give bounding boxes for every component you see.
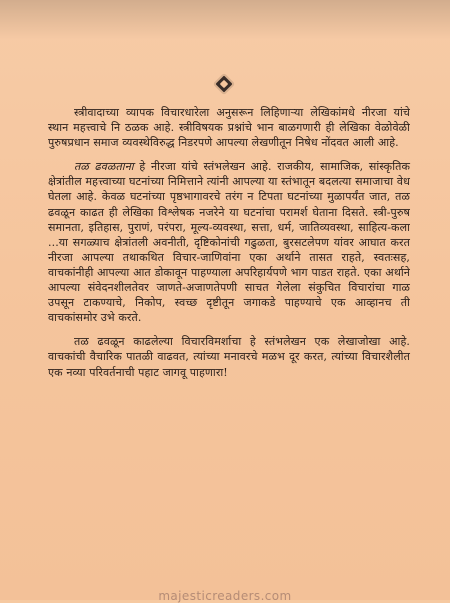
paragraph-3-text: तळ ढवळून काढलेल्या विचारविमर्शाचा हे स्तंभलेखन एक लेखाजोखा आहे. वाचकांची वैचारिक पातळी वाढवत, त्यांच्या मनावरचे मळभ दूर करत, त्यांच्या विचारशैलीत एक नव्या परिवर्तनाची पहाट जागवू पाहणारा!	[48, 335, 410, 379]
book-title-inline: तळ ढवळताना	[74, 160, 134, 174]
paragraph-1-text: स्त्रीवादाच्या व्यापक विचारधारेला अनुसरून लिहिणाऱ्या लेखिकांमधे नीरजा यांचे स्थान महत्त्वाचे नि ठळक आहे. स्त्रीविषयक प्रश्नांचे भान बाळगणारी ही लेखिका वेळोवेळी पुरुषप्रधान समाज व्यवस्थेविरुद्ध निडरपणे आपल्या लेखणीतून निषेध नोंदवत आली आहे.	[48, 106, 410, 150]
blurb-paragraph-1	[48, 105, 410, 150]
blurb-text-block	[48, 105, 410, 380]
watermark-text: majesticreaders.com	[158, 589, 292, 603]
paragraph-2-text: हे नीरजा यांचे स्तंभलेखन आहे. राजकीय, सामाजिक, सांस्कृतिक क्षेत्रांतील महत्त्वाच्या घटनांच्या निमित्ताने त्यांनी आपल्या या स्तंभातून बदलत्या समाजाचा वेध घेतला आहे. केवळ घटनांच्या पृष्ठभागावरचे तरंग न टिपता घटनांच्या मुळापर्यंत जात, तळ ढवळून काढत ही लेखिका विश्लेषक नजरेने या घटनांचा परामर्श घेताना दिसते. स्त्री-पुरुष समानता, इतिहास, पुराणं, परंपरा, मूल्य-व्यवस्था, सत्ता, धर्म, जातिव्यवस्था, साहित्य-कला ...या सगळ्याच क्षेत्रांतली अवनीती, दृष्टिकोनांची गढुळता, बुरसटलेपण यांवर आघात करत नीरजा आपल्या तथाकथित विचार-जाणिवांना एका अर्थाने तासत राहते, स्वतःसह, वाचकांनीही आपल्या आत डोकावून पाहण्याला अपरिहार्यपणे भाग पाडत राहते. एका अर्थाने आपल्या संवेदनशीलतेवर जाणते-अजाणतेपणी साचत गेलेला संकुचित विचारांचा गाळ उपसून टाकण्याचे, निकोप, स्वच्छ दृष्टीतून जगाकडे पाहण्याचे एक आव्हानच ती वाचकांसमोर उभे करते.	[48, 160, 410, 325]
blurb-paragraph-2	[48, 159, 410, 325]
diamond-ornament-icon	[216, 76, 233, 93]
top-shadow-band	[0, 0, 450, 40]
blurb-paragraph-3	[48, 334, 410, 379]
